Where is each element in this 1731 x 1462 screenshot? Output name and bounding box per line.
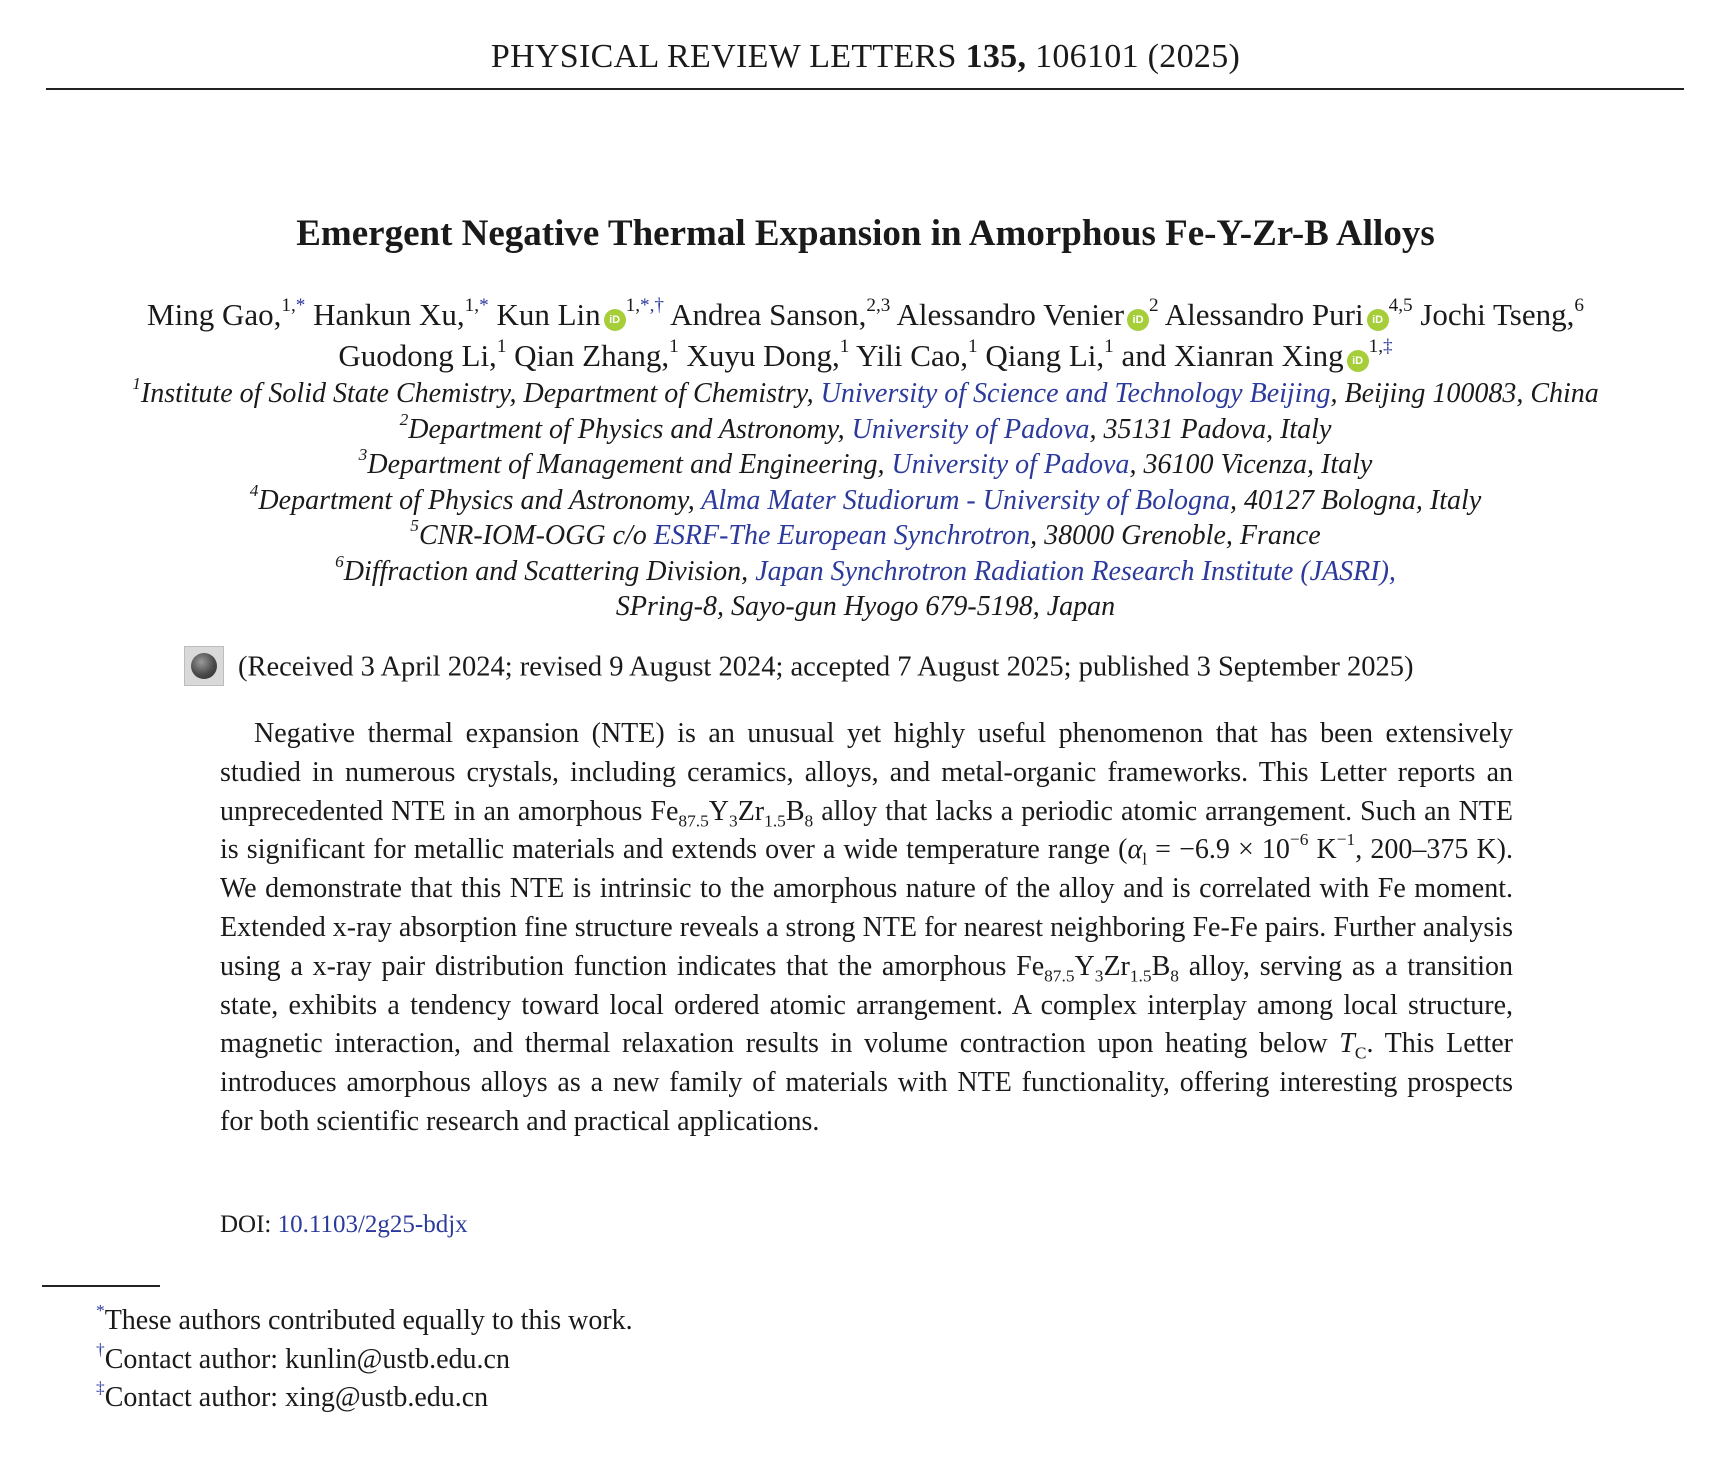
author-list: [40, 294, 1691, 376]
footnote-link[interactable]: *: [479, 294, 489, 316]
affiliation: $^3$Department of Management and Engineering, University of Padova, 36100 Vicenza, Italy: [358, 445, 1373, 480]
author-name: Kun Lin: [496, 297, 601, 332]
author-name: Qiang Li,: [985, 338, 1105, 373]
formula: $Fe_{87.5}Y_3Zr_{1.5}B_8$: [1016, 950, 1179, 986]
author-name: Ming Gao,: [147, 297, 282, 332]
doi-label: DOI:: [220, 1211, 278, 1238]
author-name: Yili Cao,: [856, 338, 968, 373]
paper-title: Emergent Negative Thermal Expansion in Amorphous Fe-Y-Zr-B Alloys: [296, 213, 1435, 254]
author: [1121, 335, 1393, 373]
footnote: [96, 1379, 633, 1418]
orcid-icon[interactable]: iD: [604, 309, 626, 331]
author-affiliation-marks: 2: [1149, 294, 1159, 316]
affiliation: $^6$Diffraction and Scattering Division, Japan Synchrotron Radiation Research Institute (JASRI),: [335, 551, 1396, 587]
author-affiliation-marks: 1,*,†: [625, 294, 665, 316]
author-name: Qian Zhang,: [514, 338, 670, 373]
orcid-icon[interactable]: iD: [1347, 350, 1369, 372]
institution-link[interactable]: University of Padova: [891, 449, 1130, 480]
affiliation: $^2$Department of Physics and Astronomy, University of Padova, 35131 Padova, Italy: [399, 409, 1332, 445]
author-name: Alessandro Puri: [1164, 297, 1364, 332]
affiliation-number: 6: [335, 551, 344, 571]
affiliation-number: 2: [399, 409, 409, 429]
author-affiliation-marks: 6: [1574, 294, 1584, 316]
orcid-icon[interactable]: iD: [1127, 309, 1149, 331]
doi-link[interactable]: 10.1103/2g25-bdjx: [277, 1211, 468, 1238]
affiliation-number: 5: [410, 516, 419, 536]
author-affiliation-marks: 1,*: [281, 294, 306, 316]
footnote-text: Contact author: xing@ustb.edu.cn: [104, 1382, 489, 1413]
author-affiliation-marks: 1: [496, 335, 507, 357]
author-affiliation-marks: 1: [1104, 335, 1114, 357]
footnote-rule: [42, 1285, 160, 1287]
institution-link[interactable]: ESRF-The European Synchrotron: [653, 520, 1031, 551]
institution-link[interactable]: Alma Mater Studiorum - University of Bologna: [701, 484, 1231, 516]
affiliation: $^4$Department of Physics and Astronomy, Alma Mater Studiorum - University of Bologna, 40127 Bologna, Italy: [249, 480, 1482, 516]
institution-link[interactable]: Japan Synchrotron Radiation Research Institute (JASRI),: [755, 555, 1396, 587]
author-affiliation-marks: 1,‡: [1368, 335, 1393, 357]
author: [147, 294, 306, 332]
affiliation-number: 1: [132, 374, 141, 394]
footnote-mark: *: [96, 1301, 105, 1321]
author: [1164, 294, 1413, 332]
footnotes: [96, 1302, 633, 1418]
footnote-mark: †: [96, 1339, 105, 1359]
affiliation: $^5$CNR-IOM-OGG c/o ESRF-The European Synchrotron, 38000 Grenoble, France: [410, 516, 1321, 551]
journal-name: PHYSICAL REVIEW LETTERS: [490, 38, 957, 75]
orcid-icon[interactable]: iD: [1367, 309, 1389, 331]
curie-temperature-symbol: T: [1339, 1028, 1355, 1060]
history-text: (Received 3 April 2024; revised 9 August 2024; accepted 7 August 2025; published 3 September 2025): [238, 651, 1414, 683]
affiliation-number: 3: [358, 445, 368, 465]
author: [896, 294, 1159, 332]
footnote-mark: ‡: [96, 1378, 105, 1398]
formula: $Fe_{87.5}Y_3Zr_{1.5}B_8$: [650, 795, 814, 831]
author-name: Hankun Xu,: [313, 297, 465, 332]
author: [514, 335, 679, 373]
affiliation-address: SPring-8, Sayo-gun Hyogo 679-5198, Japan: [615, 591, 1116, 622]
author-name: Jochi Tseng,: [1420, 297, 1575, 332]
doi: [220, 1211, 468, 1239]
author-affiliation-marks: 1: [839, 335, 850, 357]
author-name: Xuyu Dong,: [686, 338, 840, 373]
author: [496, 294, 665, 332]
author-name: Guodong Li,: [338, 338, 497, 373]
author-name: Andrea Sanson,: [670, 297, 867, 332]
footnote-text: These authors contributed equally to this work.: [104, 1305, 633, 1336]
author-affiliation-marks: 1,*: [464, 294, 489, 316]
article-number: 106101 (2025): [1035, 38, 1241, 75]
author-name: Alessandro Venier: [896, 297, 1125, 332]
institution-link[interactable]: University of Science and Technology Beijing: [820, 378, 1331, 409]
author-affiliation-marks: 4,5: [1388, 294, 1413, 316]
author-affiliation-marks: 1: [669, 335, 679, 357]
footnote-text: Contact author: kunlin@ustb.edu.cn: [104, 1343, 510, 1375]
author-name: and Xianran Xing: [1121, 338, 1344, 373]
author: [686, 335, 850, 373]
journal-volume: 135,: [965, 38, 1027, 75]
header-rule: [46, 88, 1684, 90]
institution-link[interactable]: University of Padova: [851, 413, 1090, 445]
author: [338, 335, 507, 373]
footnote-link[interactable]: *: [295, 294, 306, 316]
article-history-icon[interactable]: [184, 646, 224, 686]
author: [1420, 294, 1584, 332]
abstract: Negative thermal expansion (NTE) is an unusual yet highly useful phenomenon that has been extensively studied in numerous crystals, including ceramics, alloys, and metal-organic frameworks. This Letter reports an unprecedented NTE in an amorphous $Fe_{87.5}Y_3Zr_{1.5}B_8$ alloy that lacks a periodic atomic arrangement. Such an NTE is significant for metallic materials and extends over a wide temperature range ($\alpha_l = -6.9 \times 10^{-6}$ $K^{-1}$, 200–375 K). We demonstrate that this NTE is intrinsic to the amorphous nature of the alloy and is correlated with Fe moment. Extended x-ray absorption fine structure reveals a strong NTE for nearest neighboring Fe-Fe pairs. Further analysis using a x-ray pair distribution function indicates that the amorphous $Fe_{87.5}Y_3Zr_{1.5}B_8$ alloy, serving as a transition state, exhibits a tendency toward local ordered atomic arrangement. A complex interplay among local structure, magnetic interaction, and thermal relaxation results in volume contraction upon heating below $T_C$. This Letter introduces amorphous alloys as a new family of materials with NTE functionality, offering interesting prospects for both scientific research and practical applications.: [220, 718, 1514, 1137]
footnote-link[interactable]: ‡: [1383, 335, 1393, 357]
author-affiliation-marks: 1: [967, 335, 978, 357]
author-affiliation-marks: 2,3: [866, 294, 891, 316]
affiliation: $^1$Institute of Solid State Chemistry, Department of Chemistry, University of Science and Technology Beijing, Beijing 100083, China: [132, 374, 1599, 409]
footnote-link[interactable]: *,†: [640, 294, 665, 316]
publication-history: [184, 649, 1604, 689]
footnote: [96, 1302, 633, 1341]
affiliation-list: [40, 376, 1691, 625]
alpha-symbol: α: [1127, 834, 1143, 866]
footnote: [96, 1341, 633, 1380]
author: [856, 335, 978, 373]
author: [313, 294, 489, 332]
author: [985, 335, 1114, 373]
author: [670, 294, 891, 332]
journal-header: [0, 38, 1731, 76]
affiliation-number: 4: [249, 480, 259, 500]
